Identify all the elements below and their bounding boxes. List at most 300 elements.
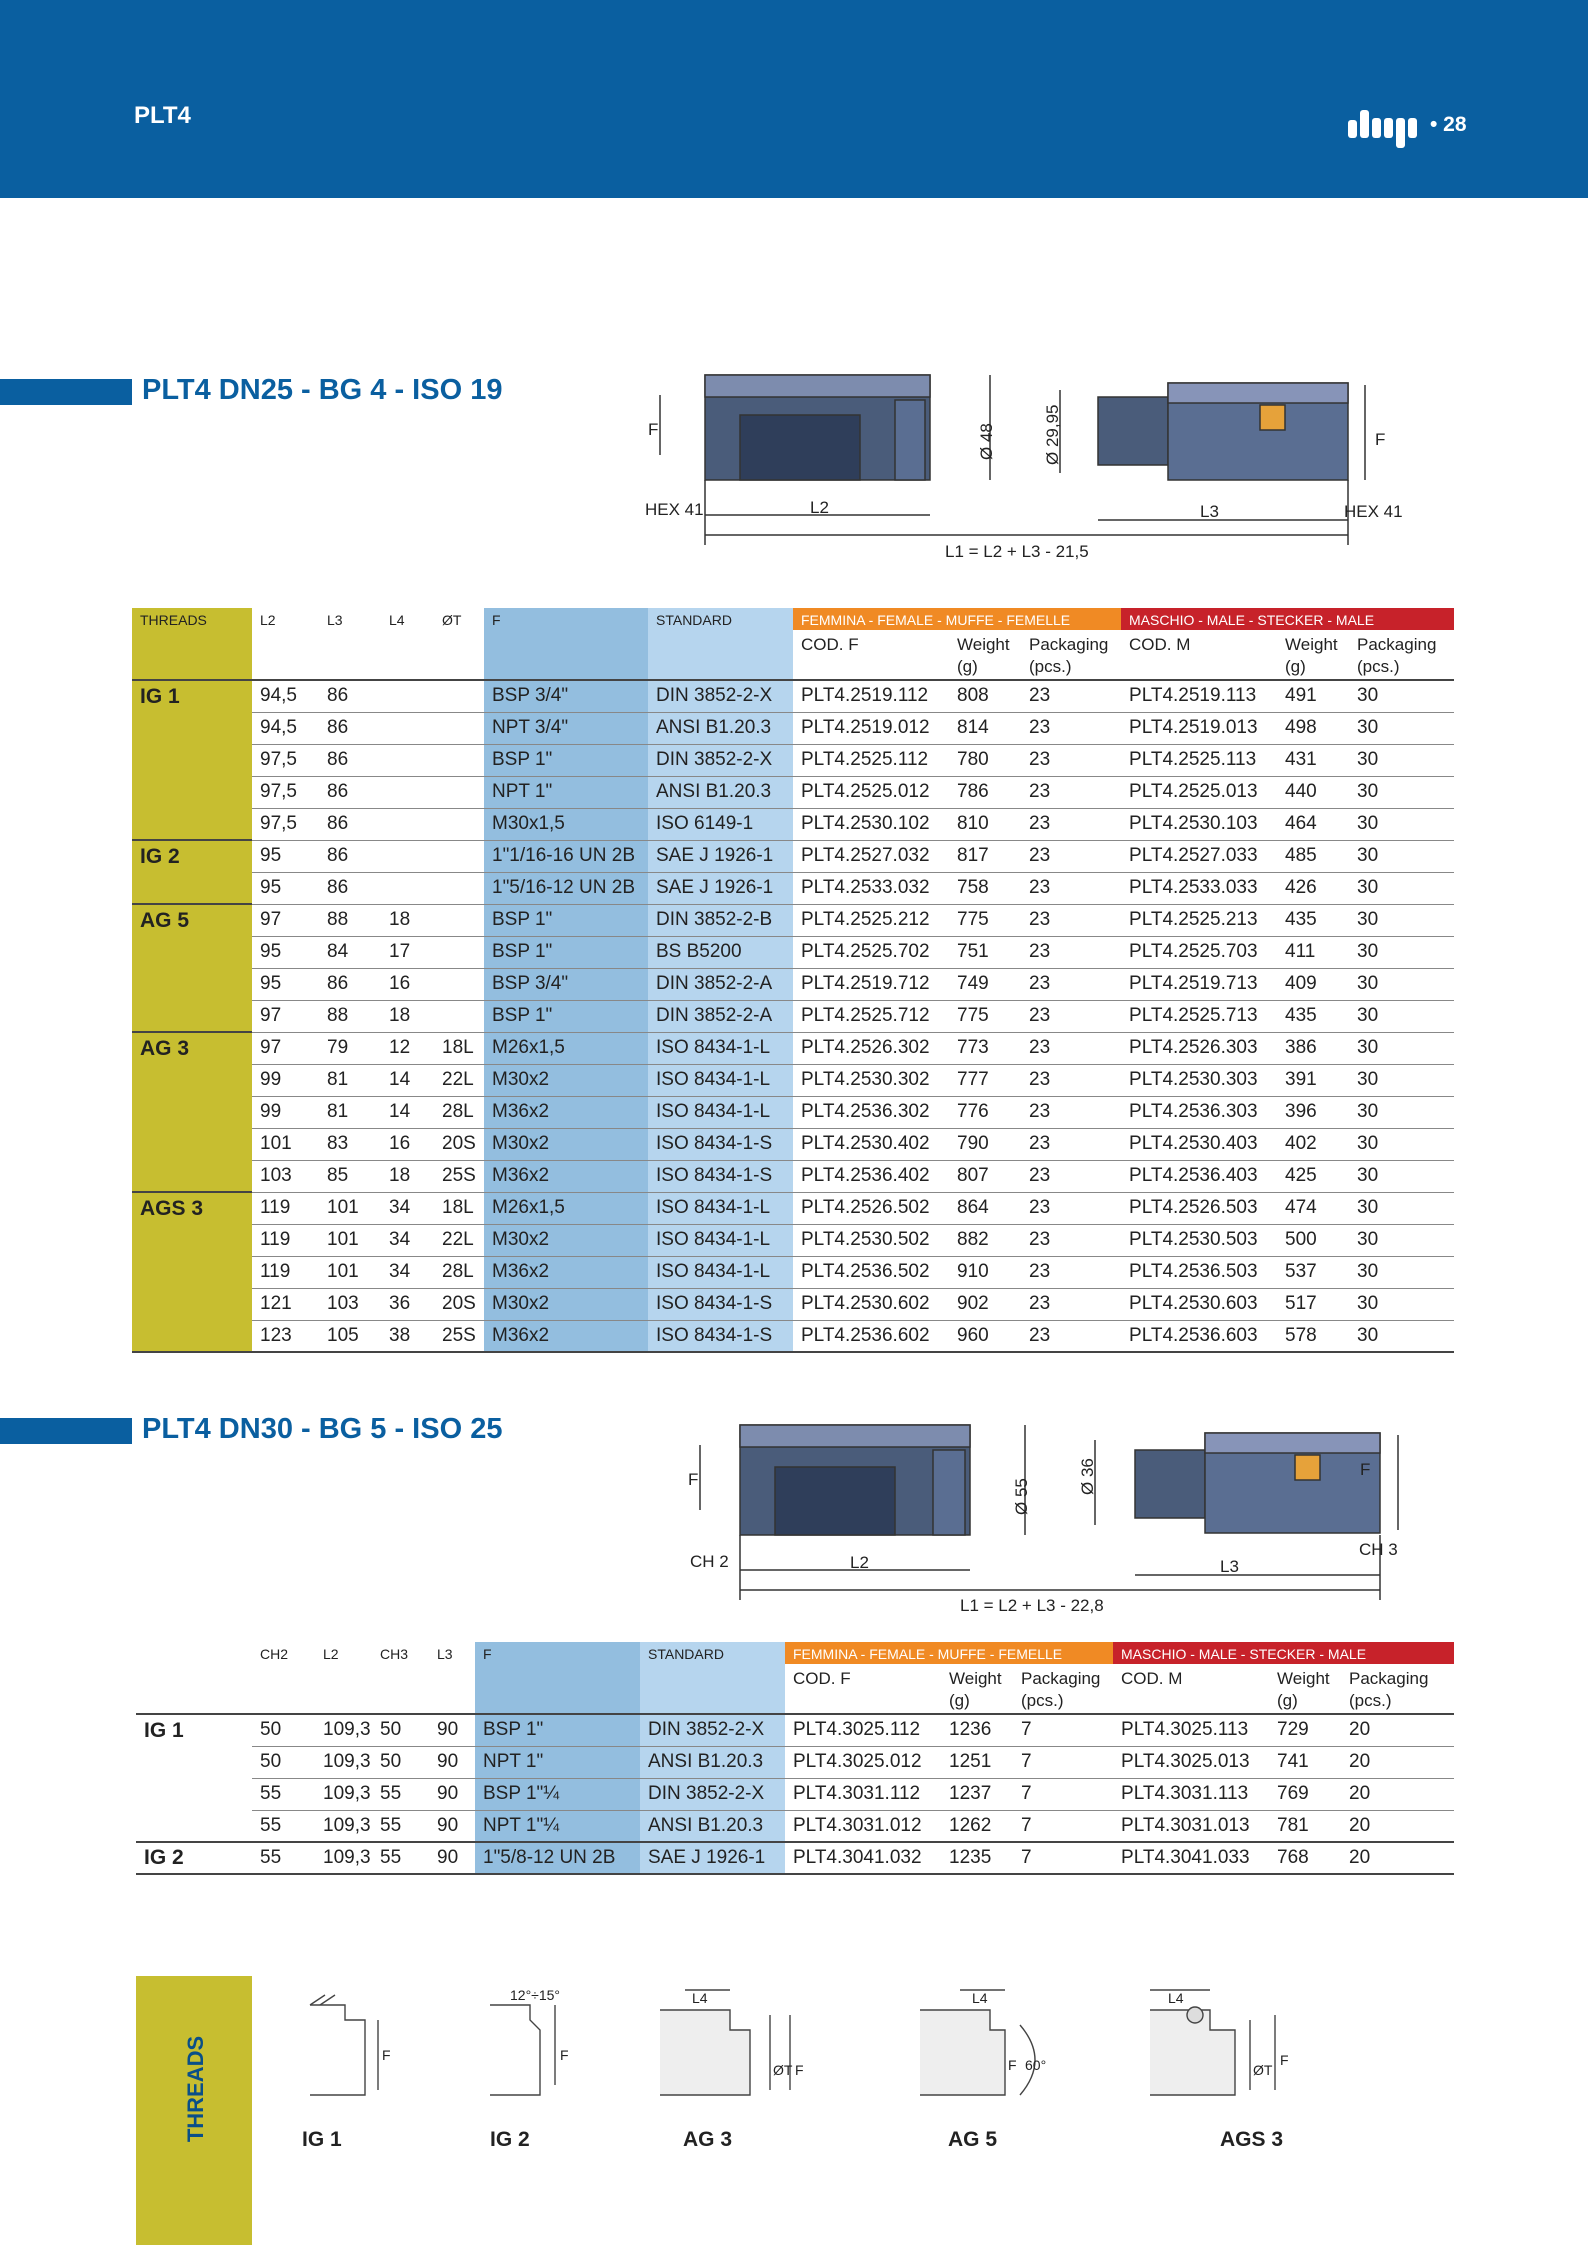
- table-cell: DIN 3852-2-A: [648, 1000, 793, 1032]
- table-cell: PLT4.2526.502: [793, 1192, 949, 1224]
- table-cell: [132, 808, 252, 840]
- table-cell: 95: [252, 936, 319, 968]
- section2-dia-male: Ø 36: [1078, 1458, 1097, 1495]
- table-cell: 7: [1013, 1810, 1113, 1842]
- table-cell: 30: [1349, 1224, 1454, 1256]
- table-cell: 741: [1269, 1746, 1341, 1778]
- table-cell: PLT4.2533.032: [793, 872, 949, 904]
- table-cell: 396: [1277, 1096, 1349, 1128]
- col-weight-f: Weight (g): [941, 1664, 1013, 1714]
- table-cell: PLT4.2530.602: [793, 1288, 949, 1320]
- table-cell: ISO 8434-1-S: [648, 1160, 793, 1192]
- table-cell: DIN 3852-2-B: [648, 904, 793, 936]
- table-cell: PLT4.2519.113: [1121, 680, 1277, 712]
- col-f: F: [475, 1642, 640, 1664]
- table-cell: 109,3: [315, 1714, 372, 1746]
- table-cell: PLT4.2525.012: [793, 776, 949, 808]
- table-row: [136, 1778, 1454, 1810]
- table-cell: 807: [949, 1160, 1021, 1192]
- table-cell: PLT4.2530.503: [1121, 1224, 1277, 1256]
- table-cell: 30: [1349, 1096, 1454, 1128]
- section2-title: PLT4 DN30 - BG 5 - ISO 25: [142, 1413, 503, 1445]
- table-cell: [434, 904, 484, 936]
- table-cell: 578: [1277, 1320, 1349, 1352]
- table-cell: 1251: [941, 1746, 1013, 1778]
- table-cell: [132, 776, 252, 808]
- ag3-ot: ØT: [773, 2062, 793, 2078]
- table-row: [132, 1160, 1454, 1192]
- table-cell: BSP 3/4": [484, 968, 648, 1000]
- thread-label-ag3: AG 3: [683, 2128, 733, 2151]
- col-packaging-f: Packaging (pcs.): [1021, 630, 1121, 680]
- table-cell: PLT4.2530.603: [1121, 1288, 1277, 1320]
- table-cell: 7: [1013, 1714, 1113, 1746]
- table-cell: [434, 776, 484, 808]
- table-cell: DIN 3852-2-X: [640, 1778, 785, 1810]
- table-cell: 30: [1349, 1000, 1454, 1032]
- col-packaging-m: Packaging (pcs.): [1341, 1664, 1454, 1714]
- table-cell: 23: [1021, 968, 1121, 1000]
- table-cell: 30: [1349, 968, 1454, 1000]
- table-cell: 36: [381, 1288, 434, 1320]
- table-cell: NPT 1": [475, 1746, 640, 1778]
- table-cell: 99: [252, 1064, 319, 1096]
- ag5-l4: L4: [972, 1990, 988, 2006]
- table-cell: [132, 744, 252, 776]
- ag3-l4: L4: [692, 1990, 708, 2006]
- col-threads: THREADS: [132, 608, 252, 630]
- table-cell: BS B5200: [648, 936, 793, 968]
- table-cell: 20: [1341, 1746, 1454, 1778]
- table-cell: 7: [1013, 1746, 1113, 1778]
- table-cell: 119: [252, 1192, 319, 1224]
- table-cell: 30: [1349, 840, 1454, 872]
- table-row: [132, 1032, 1454, 1064]
- table-cell: [132, 1000, 252, 1032]
- table-cell: 20: [1341, 1714, 1454, 1746]
- table-cell: M30x2: [484, 1128, 648, 1160]
- table-cell: AG 3: [132, 1032, 252, 1064]
- section1-table: [132, 608, 1454, 1353]
- table-cell: [434, 712, 484, 744]
- table-cell: IG 2: [132, 840, 252, 872]
- col-ot: ØT: [442, 612, 462, 628]
- table-cell: 109,3: [315, 1842, 372, 1874]
- table-cell: [434, 1000, 484, 1032]
- section2-dia-female: Ø 55: [1012, 1478, 1031, 1515]
- table-cell: 90: [429, 1842, 475, 1874]
- table-row: [132, 1320, 1454, 1352]
- table-cell: PLT4.2530.302: [793, 1064, 949, 1096]
- col-cod-m: COD. M: [1121, 630, 1277, 680]
- table-cell: 30: [1349, 744, 1454, 776]
- table-cell: 474: [1277, 1192, 1349, 1224]
- table-cell: 23: [1021, 1192, 1121, 1224]
- table-row: [132, 1096, 1454, 1128]
- table-cell: 119: [252, 1256, 319, 1288]
- table-cell: PLT4.3041.032: [785, 1842, 941, 1874]
- table-cell: PLT4.3025.113: [1113, 1714, 1269, 1746]
- table-cell: NPT 1": [484, 776, 648, 808]
- table-cell: 864: [949, 1192, 1021, 1224]
- table-cell: 30: [1349, 1032, 1454, 1064]
- table-cell: BSP 1": [484, 1000, 648, 1032]
- table-cell: 23: [1021, 680, 1121, 712]
- table-cell: 25S: [434, 1160, 484, 1192]
- table-cell: 30: [1349, 1128, 1454, 1160]
- table-cell: 773: [949, 1032, 1021, 1064]
- table-cell: PLT4.2530.403: [1121, 1128, 1277, 1160]
- header-title: PLT4: [134, 102, 191, 129]
- brand-logo: [1346, 104, 1426, 148]
- table-cell: 902: [949, 1288, 1021, 1320]
- table-cell: 81: [319, 1064, 381, 1096]
- table-cell: 1"5/8-12 UN 2B: [475, 1842, 640, 1874]
- table-cell: PLT4.2530.502: [793, 1224, 949, 1256]
- table-cell: [132, 936, 252, 968]
- table-cell: 85: [319, 1160, 381, 1192]
- table-cell: 90: [429, 1714, 475, 1746]
- table-cell: M26x1,5: [484, 1192, 648, 1224]
- table-cell: NPT 3/4": [484, 712, 648, 744]
- thread-label-ags3: AGS 3: [1220, 2128, 1284, 2151]
- table-cell: [434, 840, 484, 872]
- table-cell: [434, 680, 484, 712]
- table-cell: 30: [1349, 904, 1454, 936]
- table-cell: 491: [1277, 680, 1349, 712]
- table-cell: 808: [949, 680, 1021, 712]
- table-cell: 79: [319, 1032, 381, 1064]
- table-cell: 776: [949, 1096, 1021, 1128]
- table-cell: [434, 872, 484, 904]
- table-cell: ISO 8434-1-L: [648, 1192, 793, 1224]
- table-cell: 23: [1021, 1032, 1121, 1064]
- table-cell: SAE J 1926-1: [648, 872, 793, 904]
- table-cell: M30x2: [484, 1288, 648, 1320]
- table-cell: 101: [319, 1256, 381, 1288]
- table-cell: 81: [319, 1096, 381, 1128]
- section1-l2: L2: [810, 498, 829, 517]
- table-cell: 123: [252, 1320, 319, 1352]
- table-cell: [132, 1096, 252, 1128]
- thread-label-ig1: IG 1: [302, 2128, 342, 2151]
- table-cell: 97: [252, 1032, 319, 1064]
- table-row: [132, 680, 1454, 712]
- table-cell: DIN 3852-2-X: [648, 744, 793, 776]
- table-cell: 498: [1277, 712, 1349, 744]
- table-cell: 17: [381, 936, 434, 968]
- table-cell: 1"1/16-16 UN 2B: [484, 840, 648, 872]
- table-cell: 103: [252, 1160, 319, 1192]
- table-cell: 25S: [434, 1320, 484, 1352]
- col-standard: STANDARD: [640, 1642, 785, 1664]
- table-cell: PLT4.2525.212: [793, 904, 949, 936]
- table-cell: PLT4.3025.112: [785, 1714, 941, 1746]
- table-cell: 23: [1021, 712, 1121, 744]
- table-cell: [381, 712, 434, 744]
- table-row: [132, 744, 1454, 776]
- table-cell: 435: [1277, 904, 1349, 936]
- table-cell: 960: [949, 1320, 1021, 1352]
- section1-bar: [0, 379, 132, 405]
- section1-title: PLT4 DN25 - BG 4 - ISO 19: [142, 374, 503, 406]
- table-cell: 411: [1277, 936, 1349, 968]
- table-cell: [132, 1224, 252, 1256]
- table-cell: PLT4.2536.502: [793, 1256, 949, 1288]
- table-cell: 55: [252, 1842, 315, 1874]
- table-cell: PLT4.2536.603: [1121, 1320, 1277, 1352]
- table-cell: 50: [252, 1746, 315, 1778]
- ig1-drawing: [310, 1995, 378, 2095]
- table-cell: 431: [1277, 744, 1349, 776]
- table-cell: PLT4.2525.112: [793, 744, 949, 776]
- col-l3: L3: [327, 612, 343, 628]
- col-cod-m: COD. M: [1113, 1664, 1269, 1714]
- table-cell: IG 2: [136, 1842, 252, 1874]
- table-cell: ANSI B1.20.3: [648, 712, 793, 744]
- table-cell: 86: [319, 776, 381, 808]
- table-cell: PLT4.2536.303: [1121, 1096, 1277, 1128]
- table-cell: 34: [381, 1224, 434, 1256]
- table-cell: 435: [1277, 1000, 1349, 1032]
- col-l4: L4: [389, 612, 405, 628]
- table-cell: 97,5: [252, 776, 319, 808]
- table-cell: PLT4.3031.012: [785, 1810, 941, 1842]
- table-cell: PLT4.2530.102: [793, 808, 949, 840]
- table-row: [132, 840, 1454, 872]
- table-cell: [381, 872, 434, 904]
- col-female-group: FEMMINA - FEMALE - MUFFE - FEMELLE: [785, 1642, 1113, 1664]
- section2-ch-female: CH 2: [690, 1552, 729, 1571]
- table-cell: 769: [1269, 1778, 1341, 1810]
- page-header: [0, 0, 1588, 198]
- table-cell: 12: [381, 1032, 434, 1064]
- table-cell: [381, 808, 434, 840]
- table-cell: PLT4.2525.702: [793, 936, 949, 968]
- table-cell: 90: [429, 1778, 475, 1810]
- col-ch3: CH3: [380, 1646, 409, 1662]
- table-cell: 50: [372, 1746, 429, 1778]
- table-cell: PLT4.2536.602: [793, 1320, 949, 1352]
- table-cell: ISO 8434-1-S: [648, 1128, 793, 1160]
- table-cell: [132, 712, 252, 744]
- table-cell: BSP 1": [475, 1714, 640, 1746]
- section1-f-right: F: [1375, 430, 1386, 449]
- col-weight-m: Weight (g): [1277, 630, 1349, 680]
- table-cell: 729: [1269, 1714, 1341, 1746]
- table-cell: 386: [1277, 1032, 1349, 1064]
- table-cell: 23: [1021, 1128, 1121, 1160]
- table-cell: 780: [949, 744, 1021, 776]
- table-cell: 30: [1349, 808, 1454, 840]
- table-cell: ISO 8434-1-L: [648, 1224, 793, 1256]
- table-cell: 30: [1349, 872, 1454, 904]
- table-cell: SAE J 1926-1: [640, 1842, 785, 1874]
- ag5-f: F: [1008, 2057, 1017, 2073]
- col-f: F: [484, 608, 648, 630]
- col-cod-f: COD. F: [793, 630, 949, 680]
- table-cell: ISO 8434-1-S: [648, 1320, 793, 1352]
- col-female-group: FEMMINA - FEMALE - MUFFE - FEMELLE: [793, 608, 1121, 630]
- table-cell: 109,3: [315, 1810, 372, 1842]
- table-cell: 749: [949, 968, 1021, 1000]
- section1-f-left: F: [648, 420, 659, 439]
- table-cell: 109,3: [315, 1778, 372, 1810]
- table-cell: 7: [1013, 1842, 1113, 1874]
- table-cell: 94,5: [252, 712, 319, 744]
- table-cell: [136, 1810, 252, 1842]
- col-male-group: MASCHIO - MALE - STECKER - MALE: [1121, 608, 1454, 630]
- table-cell: 23: [1021, 872, 1121, 904]
- table-cell: PLT4.2527.032: [793, 840, 949, 872]
- table-cell: ISO 8434-1-L: [648, 1032, 793, 1064]
- threads-label: THREADS: [183, 2035, 208, 2143]
- table-cell: 16: [381, 968, 434, 1000]
- page-number: • 28: [1430, 113, 1467, 136]
- table-cell: [132, 1288, 252, 1320]
- table-cell: 30: [1349, 1064, 1454, 1096]
- table-cell: 30: [1349, 936, 1454, 968]
- table-row: [132, 968, 1454, 1000]
- table-cell: 20S: [434, 1288, 484, 1320]
- table-row: [132, 1224, 1454, 1256]
- table-cell: 777: [949, 1064, 1021, 1096]
- ag3-f: F: [795, 2062, 804, 2078]
- table-cell: PLT4.3031.112: [785, 1778, 941, 1810]
- table-cell: SAE J 1926-1: [648, 840, 793, 872]
- table-cell: 86: [319, 840, 381, 872]
- table-cell: PLT4.2525.113: [1121, 744, 1277, 776]
- table-row: [132, 1128, 1454, 1160]
- ig2-angle: 12°÷15°: [510, 1987, 561, 2003]
- table-cell: PLT4.2536.403: [1121, 1160, 1277, 1192]
- table-row: [136, 1810, 1454, 1842]
- ig1-f: F: [382, 2047, 391, 2063]
- table-cell: BSP 1": [484, 904, 648, 936]
- table-cell: BSP 1"¼: [475, 1778, 640, 1810]
- section1-hex-male: HEX 41: [1344, 502, 1403, 521]
- table-cell: 18: [381, 1000, 434, 1032]
- table-cell: 30: [1349, 1192, 1454, 1224]
- section2-ch-male: CH 3: [1359, 1540, 1398, 1559]
- table-cell: PLT4.2519.012: [793, 712, 949, 744]
- table-cell: 814: [949, 712, 1021, 744]
- table-row: [132, 1288, 1454, 1320]
- table-cell: PLT4.2530.402: [793, 1128, 949, 1160]
- table-cell: 97,5: [252, 808, 319, 840]
- section2-table: [136, 1642, 1454, 1875]
- table-cell: 88: [319, 1000, 381, 1032]
- table-cell: 20S: [434, 1128, 484, 1160]
- table-cell: 23: [1021, 1224, 1121, 1256]
- table-cell: 55: [252, 1810, 315, 1842]
- table-cell: [132, 1320, 252, 1352]
- table-cell: [132, 968, 252, 1000]
- col-l3: L3: [437, 1646, 453, 1662]
- table-cell: 18: [381, 1160, 434, 1192]
- table-cell: PLT4.3025.012: [785, 1746, 941, 1778]
- col-weight-f: Weight (g): [949, 630, 1021, 680]
- table-cell: [381, 840, 434, 872]
- table-row: [132, 936, 1454, 968]
- table-cell: 30: [1349, 680, 1454, 712]
- table-cell: [136, 1746, 252, 1778]
- table-cell: 83: [319, 1128, 381, 1160]
- table-cell: BSP 3/4": [484, 680, 648, 712]
- table-row: [132, 872, 1454, 904]
- table-cell: 23: [1021, 1000, 1121, 1032]
- table-cell: 781: [1269, 1810, 1341, 1842]
- table-cell: BSP 1": [484, 936, 648, 968]
- col-cod-f: COD. F: [785, 1664, 941, 1714]
- table-cell: PLT4.2519.112: [793, 680, 949, 712]
- table-cell: 751: [949, 936, 1021, 968]
- table-cell: 23: [1021, 904, 1121, 936]
- table-cell: 391: [1277, 1064, 1349, 1096]
- table-cell: PLT4.2530.303: [1121, 1064, 1277, 1096]
- table-cell: 95: [252, 872, 319, 904]
- table-cell: [132, 1064, 252, 1096]
- col-weight-m: Weight (g): [1269, 1664, 1341, 1714]
- section2-bar: [0, 1418, 132, 1444]
- section2-f-right: F: [1360, 1460, 1371, 1479]
- table-cell: PLT4.2536.402: [793, 1160, 949, 1192]
- table-cell: 537: [1277, 1256, 1349, 1288]
- table-cell: 23: [1021, 808, 1121, 840]
- table-cell: 30: [1349, 1256, 1454, 1288]
- table-cell: 38: [381, 1320, 434, 1352]
- ags3-l4: L4: [1168, 1990, 1184, 2006]
- table-cell: 23: [1021, 1096, 1121, 1128]
- ig2-f: F: [560, 2047, 569, 2063]
- table-cell: 517: [1277, 1288, 1349, 1320]
- table-cell: ISO 8434-1-S: [648, 1288, 793, 1320]
- table-cell: PLT4.2533.033: [1121, 872, 1277, 904]
- table-cell: 30: [1349, 1288, 1454, 1320]
- table-cell: PLT4.2525.712: [793, 1000, 949, 1032]
- table-cell: 23: [1021, 744, 1121, 776]
- table-row: [132, 712, 1454, 744]
- table-cell: 23: [1021, 840, 1121, 872]
- table-row: [132, 808, 1454, 840]
- table-cell: 109,3: [315, 1746, 372, 1778]
- table-cell: IG 1: [136, 1714, 252, 1746]
- table-cell: DIN 3852-2-X: [648, 680, 793, 712]
- table-cell: 94,5: [252, 680, 319, 712]
- table-cell: 86: [319, 680, 381, 712]
- table-cell: ISO 8434-1-L: [648, 1256, 793, 1288]
- table-cell: 22L: [434, 1064, 484, 1096]
- table-cell: 95: [252, 968, 319, 1000]
- table-cell: 1237: [941, 1778, 1013, 1810]
- table-cell: ISO 8434-1-L: [648, 1096, 793, 1128]
- table-cell: [434, 936, 484, 968]
- section2-formula: L1 = L2 + L3 - 22,8: [960, 1596, 1104, 1615]
- table-cell: 55: [372, 1810, 429, 1842]
- col-l2: L2: [260, 612, 276, 628]
- table-cell: 88: [319, 904, 381, 936]
- table-cell: 500: [1277, 1224, 1349, 1256]
- table-cell: 22L: [434, 1224, 484, 1256]
- table-cell: 84: [319, 936, 381, 968]
- table-cell: M30x2: [484, 1064, 648, 1096]
- table-cell: 426: [1277, 872, 1349, 904]
- table-cell: 90: [429, 1810, 475, 1842]
- table-cell: 1262: [941, 1810, 1013, 1842]
- table-cell: 23: [1021, 936, 1121, 968]
- table-cell: 97,5: [252, 744, 319, 776]
- table-cell: M36x2: [484, 1256, 648, 1288]
